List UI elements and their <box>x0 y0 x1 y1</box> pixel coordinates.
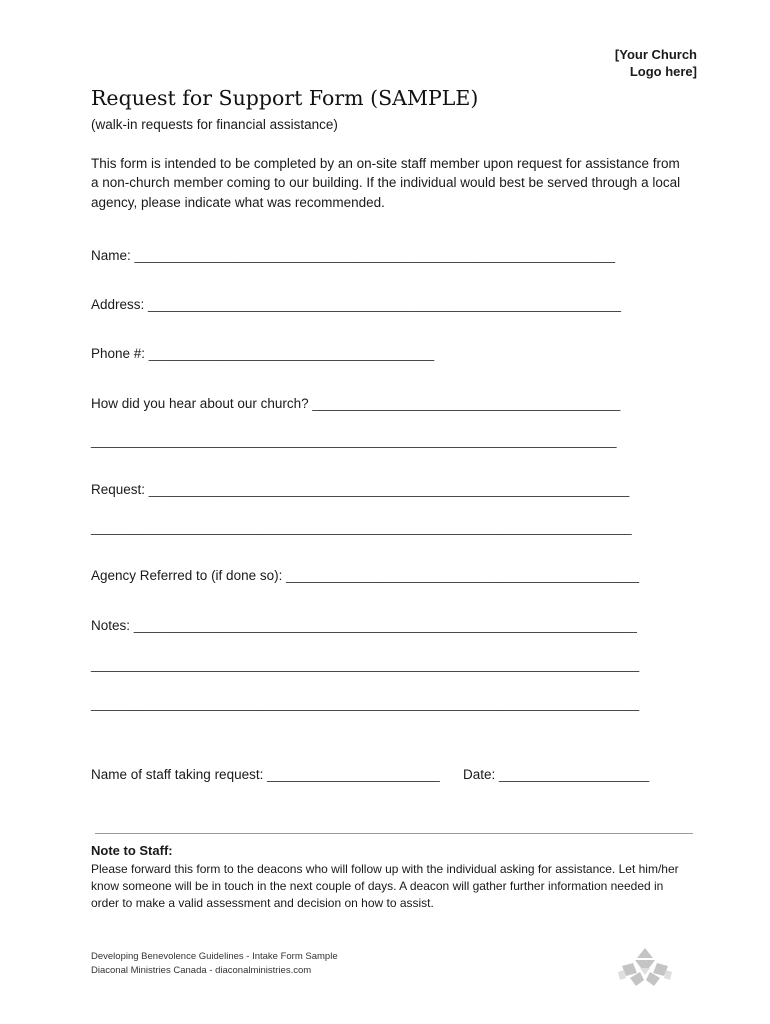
request-field[interactable] <box>91 482 629 497</box>
page-footer <box>91 950 338 978</box>
date-label: Date: <box>463 767 500 782</box>
page-subtitle: (walk-in requests for financial assistance) <box>91 117 338 132</box>
heard-about-field[interactable] <box>91 396 620 411</box>
notes-continuation-1[interactable] <box>91 657 639 672</box>
section-divider <box>95 833 693 834</box>
notes-line[interactable]: ___________________________________________________________________ <box>133 618 637 633</box>
heard-about-continuation[interactable] <box>91 433 617 448</box>
notes-field[interactable] <box>91 618 637 633</box>
staff-name-label: Name of staff taking request: <box>91 767 268 782</box>
phone-label: Phone #: <box>91 346 149 361</box>
name-field[interactable] <box>91 248 615 263</box>
notes-line-2[interactable]: _________________________________________________________________________ <box>91 657 640 672</box>
note-to-staff-heading: Note to Staff: <box>91 843 173 858</box>
intro-paragraph: This form is intended to be completed by an on-site staff member upon request for assistance from a non-church member coming to our building. If the individual would best be served through a local agency, please indicate what was recommended. <box>91 156 681 210</box>
address-label: Address: <box>91 297 149 312</box>
name-label: Name: <box>91 248 135 263</box>
notes-label: Notes: <box>91 618 134 633</box>
logo-placeholder <box>615 46 697 80</box>
agency-field[interactable] <box>91 568 639 583</box>
request-line-2[interactable]: ________________________________________________________________________ <box>91 520 632 535</box>
agency-line[interactable]: _______________________________________________ <box>286 568 639 583</box>
heard-about-line-2[interactable]: ______________________________________________________________________ <box>91 433 617 448</box>
name-line[interactable]: ________________________________________________________________ <box>134 248 616 263</box>
date-field[interactable] <box>463 767 649 782</box>
phone-line[interactable]: ______________________________________ <box>148 346 435 361</box>
footer-line2: Diaconal Ministries Canada - diaconalministries.com <box>91 965 312 976</box>
request-continuation[interactable] <box>91 520 632 535</box>
notes-continuation-2[interactable] <box>91 696 639 711</box>
note-to-staff-body: Please forward this form to the deacons who will follow up with the individual asking for assistance. Let him/her know someone will be in touch in the next couple of days. A deacon will gather further information needed in order to make a valid assessment and decision on how to assist. <box>91 862 679 910</box>
logo-placeholder-line1: [Your Church <box>614 47 697 62</box>
request-label: Request: <box>91 482 149 497</box>
logo-placeholder-line2: Logo here] <box>629 64 697 79</box>
agency-label: Agency Referred to (if done so): <box>91 568 287 583</box>
diaconal-ministries-logo-icon <box>616 946 674 990</box>
footer-line1: Developing Benevolence Guidelines - Intake Form Sample <box>91 951 338 962</box>
date-line[interactable]: ____________________ <box>499 767 650 782</box>
heard-about-line[interactable]: _________________________________________ <box>312 396 621 411</box>
heard-about-label: How did you hear about our church? <box>91 396 313 411</box>
address-line[interactable]: _______________________________________________________________ <box>148 297 622 312</box>
staff-name-line[interactable]: _______________________ <box>267 767 440 782</box>
staff-name-field[interactable] <box>91 767 440 782</box>
address-field[interactable] <box>91 297 621 312</box>
notes-line-3[interactable]: _________________________________________________________________________ <box>91 696 640 711</box>
request-line[interactable]: ________________________________________________________________ <box>148 482 630 497</box>
phone-field[interactable] <box>91 346 434 361</box>
page-title: Request for Support Form (SAMPLE) <box>91 86 479 110</box>
